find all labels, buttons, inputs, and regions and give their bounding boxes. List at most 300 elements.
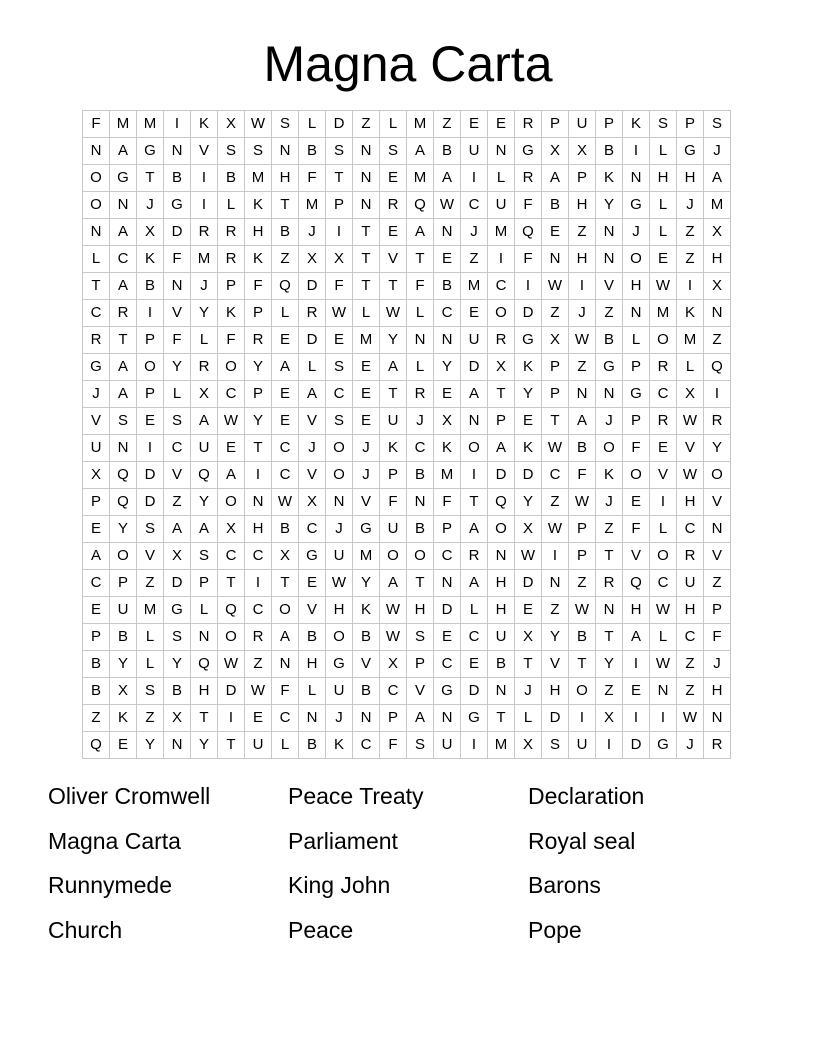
- grid-cell: N: [623, 300, 650, 327]
- grid-cell: E: [623, 678, 650, 705]
- grid-cell: F: [515, 192, 542, 219]
- grid-cell: Z: [245, 651, 272, 678]
- word-list-item: Parliament: [288, 827, 398, 854]
- grid-cell: W: [542, 516, 569, 543]
- word-list-item: Declaration: [528, 783, 645, 809]
- grid-cell: V: [299, 462, 326, 489]
- grid-cell: I: [623, 651, 650, 678]
- grid-cell: S: [326, 138, 353, 165]
- grid-cell: B: [353, 624, 380, 651]
- grid-cell: F: [299, 165, 326, 192]
- grid-cell: D: [164, 219, 191, 246]
- grid-cell: P: [380, 462, 407, 489]
- grid-cell: B: [164, 165, 191, 192]
- grid-cell: C: [542, 462, 569, 489]
- grid-cell: L: [272, 732, 299, 759]
- grid-cell: H: [542, 678, 569, 705]
- grid-row: [83, 597, 731, 624]
- grid-cell: G: [164, 597, 191, 624]
- grid-cell: V: [380, 246, 407, 273]
- grid-cell: B: [407, 516, 434, 543]
- grid-cell: D: [164, 570, 191, 597]
- grid-cell: L: [191, 597, 218, 624]
- word-list-item: Oliver Cromwell: [48, 783, 211, 809]
- grid-cell: Z: [569, 219, 596, 246]
- grid-cell: W: [218, 651, 245, 678]
- grid-cell: V: [299, 408, 326, 435]
- grid-cell: J: [299, 435, 326, 462]
- grid-cell: J: [704, 138, 731, 165]
- page-title: Magna Carta: [263, 36, 553, 92]
- grid-cell: I: [191, 165, 218, 192]
- grid-cell: Z: [137, 705, 164, 732]
- grid-cell: W: [569, 597, 596, 624]
- grid-cell: B: [434, 138, 461, 165]
- grid-cell: J: [677, 732, 704, 759]
- grid-cell: T: [353, 273, 380, 300]
- grid-cell: S: [164, 624, 191, 651]
- grid-cell: P: [380, 705, 407, 732]
- grid-cell: K: [596, 462, 623, 489]
- grid-cell: L: [650, 219, 677, 246]
- grid-cell: B: [569, 624, 596, 651]
- grid-cell: I: [461, 462, 488, 489]
- grid-cell: S: [407, 732, 434, 759]
- grid-cell: V: [623, 543, 650, 570]
- grid-cell: U: [245, 732, 272, 759]
- grid-cell: S: [245, 138, 272, 165]
- grid-cell: D: [542, 705, 569, 732]
- grid-cell: Q: [488, 489, 515, 516]
- grid-cell: E: [380, 165, 407, 192]
- grid-cell: H: [650, 165, 677, 192]
- grid-cell: A: [110, 273, 137, 300]
- grid-cell: A: [83, 543, 110, 570]
- grid-cell: P: [488, 408, 515, 435]
- grid-cell: G: [623, 192, 650, 219]
- grid-cell: T: [218, 570, 245, 597]
- grid-cell: X: [542, 138, 569, 165]
- grid-cell: L: [272, 300, 299, 327]
- grid-cell: C: [164, 435, 191, 462]
- grid-cell: Y: [596, 192, 623, 219]
- grid-cell: O: [488, 300, 515, 327]
- grid-cell: T: [542, 408, 569, 435]
- grid-cell: A: [542, 165, 569, 192]
- grid-cell: M: [677, 327, 704, 354]
- grid-row: [83, 543, 731, 570]
- grid-cell: X: [542, 327, 569, 354]
- grid-cell: R: [218, 246, 245, 273]
- grid-cell: I: [623, 138, 650, 165]
- grid-cell: O: [326, 462, 353, 489]
- grid-cell: V: [83, 408, 110, 435]
- grid-cell: B: [488, 651, 515, 678]
- word-list-item: King John: [288, 872, 391, 898]
- grid-cell: B: [83, 651, 110, 678]
- grid-cell: G: [515, 327, 542, 354]
- grid-cell: S: [326, 354, 353, 381]
- grid-cell: W: [650, 651, 677, 678]
- grid-cell: P: [245, 381, 272, 408]
- grid-cell: C: [677, 624, 704, 651]
- grid-cell: H: [299, 651, 326, 678]
- grid-cell: P: [434, 516, 461, 543]
- grid-cell: D: [299, 327, 326, 354]
- grid-cell: W: [326, 300, 353, 327]
- grid-cell: E: [299, 570, 326, 597]
- grid-cell: O: [488, 516, 515, 543]
- grid-cell: I: [569, 705, 596, 732]
- grid-cell: I: [704, 381, 731, 408]
- grid-cell: C: [461, 192, 488, 219]
- grid-cell: R: [704, 732, 731, 759]
- grid-cell: M: [704, 192, 731, 219]
- grid-cell: Y: [245, 354, 272, 381]
- grid-cell: O: [650, 543, 677, 570]
- grid-cell: E: [218, 435, 245, 462]
- grid-cell: J: [326, 705, 353, 732]
- grid-cell: Y: [380, 327, 407, 354]
- grid-cell: W: [272, 489, 299, 516]
- grid-cell: S: [542, 732, 569, 759]
- grid-cell: V: [353, 489, 380, 516]
- grid-cell: R: [515, 111, 542, 138]
- grid-cell: A: [461, 516, 488, 543]
- grid-cell: V: [191, 138, 218, 165]
- grid-cell: U: [677, 570, 704, 597]
- grid-cell: R: [83, 327, 110, 354]
- grid-cell: Y: [164, 651, 191, 678]
- grid-cell: D: [515, 570, 542, 597]
- grid-cell: U: [488, 624, 515, 651]
- grid-cell: A: [272, 354, 299, 381]
- grid-cell: C: [245, 597, 272, 624]
- grid-cell: X: [299, 489, 326, 516]
- grid-cell: F: [164, 327, 191, 354]
- grid-cell: V: [299, 597, 326, 624]
- grid-cell: U: [569, 111, 596, 138]
- grid-cell: R: [380, 192, 407, 219]
- grid-cell: H: [677, 165, 704, 192]
- grid-cell: H: [245, 219, 272, 246]
- grid-cell: R: [245, 327, 272, 354]
- grid-cell: I: [137, 300, 164, 327]
- grid-cell: V: [704, 489, 731, 516]
- grid-cell: U: [191, 435, 218, 462]
- grid-cell: D: [623, 732, 650, 759]
- grid-cell: W: [677, 408, 704, 435]
- grid-cell: S: [191, 543, 218, 570]
- grid-cell: I: [245, 462, 272, 489]
- grid-cell: O: [272, 597, 299, 624]
- grid-cell: C: [83, 570, 110, 597]
- grid-cell: O: [326, 624, 353, 651]
- grid-cell: S: [650, 111, 677, 138]
- grid-cell: T: [569, 651, 596, 678]
- grid-cell: Q: [623, 570, 650, 597]
- grid-row: [83, 435, 731, 462]
- grid-cell: G: [110, 165, 137, 192]
- grid-cell: H: [569, 192, 596, 219]
- grid-cell: O: [704, 462, 731, 489]
- grid-cell: G: [623, 381, 650, 408]
- grid-cell: C: [272, 435, 299, 462]
- grid-cell: E: [461, 111, 488, 138]
- grid-cell: F: [569, 462, 596, 489]
- grid-cell: L: [650, 138, 677, 165]
- grid-cell: J: [704, 651, 731, 678]
- grid-cell: X: [110, 678, 137, 705]
- grid-cell: C: [434, 651, 461, 678]
- grid-cell: Y: [515, 381, 542, 408]
- grid-cell: N: [326, 489, 353, 516]
- grid-cell: G: [461, 705, 488, 732]
- grid-cell: T: [137, 165, 164, 192]
- grid-row: [83, 300, 731, 327]
- grid-cell: A: [623, 624, 650, 651]
- grid-cell: B: [164, 678, 191, 705]
- grid-cell: D: [299, 273, 326, 300]
- grid-cell: E: [272, 408, 299, 435]
- grid-cell: D: [461, 354, 488, 381]
- grid-cell: Z: [164, 489, 191, 516]
- grid-cell: C: [299, 516, 326, 543]
- grid-cell: K: [677, 300, 704, 327]
- grid-cell: R: [596, 570, 623, 597]
- grid-cell: K: [623, 111, 650, 138]
- grid-cell: K: [326, 732, 353, 759]
- grid-cell: N: [569, 381, 596, 408]
- grid-cell: O: [83, 192, 110, 219]
- grid-cell: T: [326, 165, 353, 192]
- grid-cell: U: [326, 678, 353, 705]
- grid-cell: C: [650, 381, 677, 408]
- grid-cell: A: [407, 138, 434, 165]
- grid-cell: C: [353, 732, 380, 759]
- grid-cell: Q: [110, 489, 137, 516]
- grid-cell: W: [515, 543, 542, 570]
- grid-cell: M: [137, 597, 164, 624]
- grid-cell: N: [623, 165, 650, 192]
- grid-cell: P: [623, 354, 650, 381]
- grid-cell: W: [380, 597, 407, 624]
- grid-cell: Z: [596, 516, 623, 543]
- grid-cell: O: [218, 354, 245, 381]
- grid-cell: B: [596, 327, 623, 354]
- grid-cell: K: [515, 435, 542, 462]
- word-list: [48, 778, 788, 956]
- grid-cell: E: [434, 381, 461, 408]
- grid-cell: E: [542, 219, 569, 246]
- grid-cell: U: [434, 732, 461, 759]
- grid-row: [83, 462, 731, 489]
- grid-cell: R: [191, 219, 218, 246]
- grid-cell: P: [137, 327, 164, 354]
- grid-cell: I: [569, 273, 596, 300]
- grid-cell: P: [218, 273, 245, 300]
- grid-cell: N: [488, 543, 515, 570]
- grid-cell: T: [515, 651, 542, 678]
- grid-cell: C: [488, 273, 515, 300]
- grid-cell: V: [164, 300, 191, 327]
- word-list-item: Magna Carta: [48, 827, 181, 854]
- grid-cell: A: [218, 462, 245, 489]
- grid-cell: E: [272, 381, 299, 408]
- grid-cell: T: [596, 543, 623, 570]
- word-list-item: Runnymede: [48, 872, 173, 898]
- grid-cell: M: [434, 462, 461, 489]
- grid-cell: L: [191, 327, 218, 354]
- word-list-item: Royal seal: [528, 827, 636, 854]
- grid-cell: W: [677, 462, 704, 489]
- grid-cell: J: [677, 192, 704, 219]
- grid-cell: C: [272, 462, 299, 489]
- grid-cell: L: [623, 327, 650, 354]
- grid-cell: R: [110, 300, 137, 327]
- grid-cell: G: [650, 732, 677, 759]
- grid-cell: O: [623, 246, 650, 273]
- grid-cell: Q: [407, 192, 434, 219]
- grid-cell: Y: [596, 651, 623, 678]
- grid-cell: S: [272, 111, 299, 138]
- grid-cell: Z: [461, 246, 488, 273]
- grid-cell: Z: [596, 300, 623, 327]
- grid-cell: R: [488, 327, 515, 354]
- grid-cell: E: [650, 435, 677, 462]
- grid-cell: N: [110, 435, 137, 462]
- grid-cell: U: [326, 543, 353, 570]
- grid-cell: H: [272, 165, 299, 192]
- grid-cell: F: [515, 246, 542, 273]
- grid-cell: F: [704, 624, 731, 651]
- grid-cell: A: [299, 381, 326, 408]
- grid-cell: I: [218, 705, 245, 732]
- grid-cell: L: [650, 624, 677, 651]
- grid-cell: T: [353, 219, 380, 246]
- grid-cell: X: [380, 651, 407, 678]
- grid-cell: N: [488, 138, 515, 165]
- grid-cell: X: [488, 354, 515, 381]
- grid-cell: N: [164, 273, 191, 300]
- grid-cell: C: [218, 381, 245, 408]
- grid-cell: H: [245, 516, 272, 543]
- grid-row: [83, 354, 731, 381]
- grid-cell: T: [83, 273, 110, 300]
- grid-cell: J: [596, 408, 623, 435]
- grid-cell: Y: [110, 516, 137, 543]
- grid-cell: I: [623, 705, 650, 732]
- grid-cell: M: [137, 111, 164, 138]
- grid-cell: G: [299, 543, 326, 570]
- grid-cell: M: [461, 273, 488, 300]
- grid-cell: E: [353, 408, 380, 435]
- grid-cell: J: [353, 435, 380, 462]
- grid-cell: M: [191, 246, 218, 273]
- grid-cell: Y: [542, 624, 569, 651]
- grid-cell: E: [434, 246, 461, 273]
- grid-cell: J: [137, 192, 164, 219]
- grid-cell: X: [164, 543, 191, 570]
- grid-cell: O: [218, 489, 245, 516]
- grid-cell: A: [407, 705, 434, 732]
- grid-cell: W: [569, 327, 596, 354]
- grid-cell: N: [407, 489, 434, 516]
- grid-cell: Z: [542, 300, 569, 327]
- grid-cell: P: [542, 111, 569, 138]
- grid-cell: F: [218, 327, 245, 354]
- grid-cell: B: [299, 138, 326, 165]
- grid-cell: C: [407, 435, 434, 462]
- word-list-item: Peace: [288, 916, 354, 943]
- grid-cell: W: [434, 192, 461, 219]
- grid-cell: P: [110, 570, 137, 597]
- grid-cell: G: [326, 651, 353, 678]
- grid-cell: O: [218, 624, 245, 651]
- grid-cell: G: [137, 138, 164, 165]
- grid-cell: I: [461, 732, 488, 759]
- grid-cell: A: [380, 354, 407, 381]
- grid-cell: P: [83, 489, 110, 516]
- grid-cell: J: [299, 219, 326, 246]
- grid-cell: N: [164, 732, 191, 759]
- grid-cell: N: [596, 246, 623, 273]
- grid-row: [83, 489, 731, 516]
- grid-cell: W: [380, 300, 407, 327]
- grid-cell: Z: [272, 246, 299, 273]
- grid-cell: U: [569, 732, 596, 759]
- grid-cell: M: [488, 732, 515, 759]
- grid-cell: O: [83, 165, 110, 192]
- grid-cell: J: [326, 516, 353, 543]
- grid-cell: H: [569, 246, 596, 273]
- grid-cell: Z: [137, 570, 164, 597]
- grid-cell: T: [272, 192, 299, 219]
- grid-cell: V: [137, 543, 164, 570]
- grid-cell: W: [569, 489, 596, 516]
- grid-cell: I: [542, 543, 569, 570]
- grid-cell: L: [650, 516, 677, 543]
- grid-cell: T: [191, 705, 218, 732]
- grid-cell: H: [704, 678, 731, 705]
- grid-cell: D: [515, 462, 542, 489]
- grid-cell: E: [434, 624, 461, 651]
- grid-cell: X: [569, 138, 596, 165]
- grid-cell: H: [623, 273, 650, 300]
- grid-cell: Z: [434, 111, 461, 138]
- grid-cell: L: [407, 300, 434, 327]
- grid-cell: P: [569, 165, 596, 192]
- grid-row: [83, 408, 731, 435]
- grid-cell: L: [137, 624, 164, 651]
- grid-cell: K: [137, 246, 164, 273]
- grid-cell: Q: [218, 597, 245, 624]
- grid-cell: A: [461, 570, 488, 597]
- grid-cell: P: [245, 300, 272, 327]
- grid-row: [83, 732, 731, 759]
- grid-cell: J: [191, 273, 218, 300]
- grid-cell: V: [407, 678, 434, 705]
- grid-cell: T: [596, 624, 623, 651]
- grid-cell: Q: [515, 219, 542, 246]
- grid-cell: V: [353, 651, 380, 678]
- grid-cell: Z: [569, 354, 596, 381]
- grid-cell: N: [83, 219, 110, 246]
- grid-cell: F: [164, 246, 191, 273]
- grid-cell: L: [218, 192, 245, 219]
- grid-cell: B: [407, 462, 434, 489]
- grid-cell: H: [677, 597, 704, 624]
